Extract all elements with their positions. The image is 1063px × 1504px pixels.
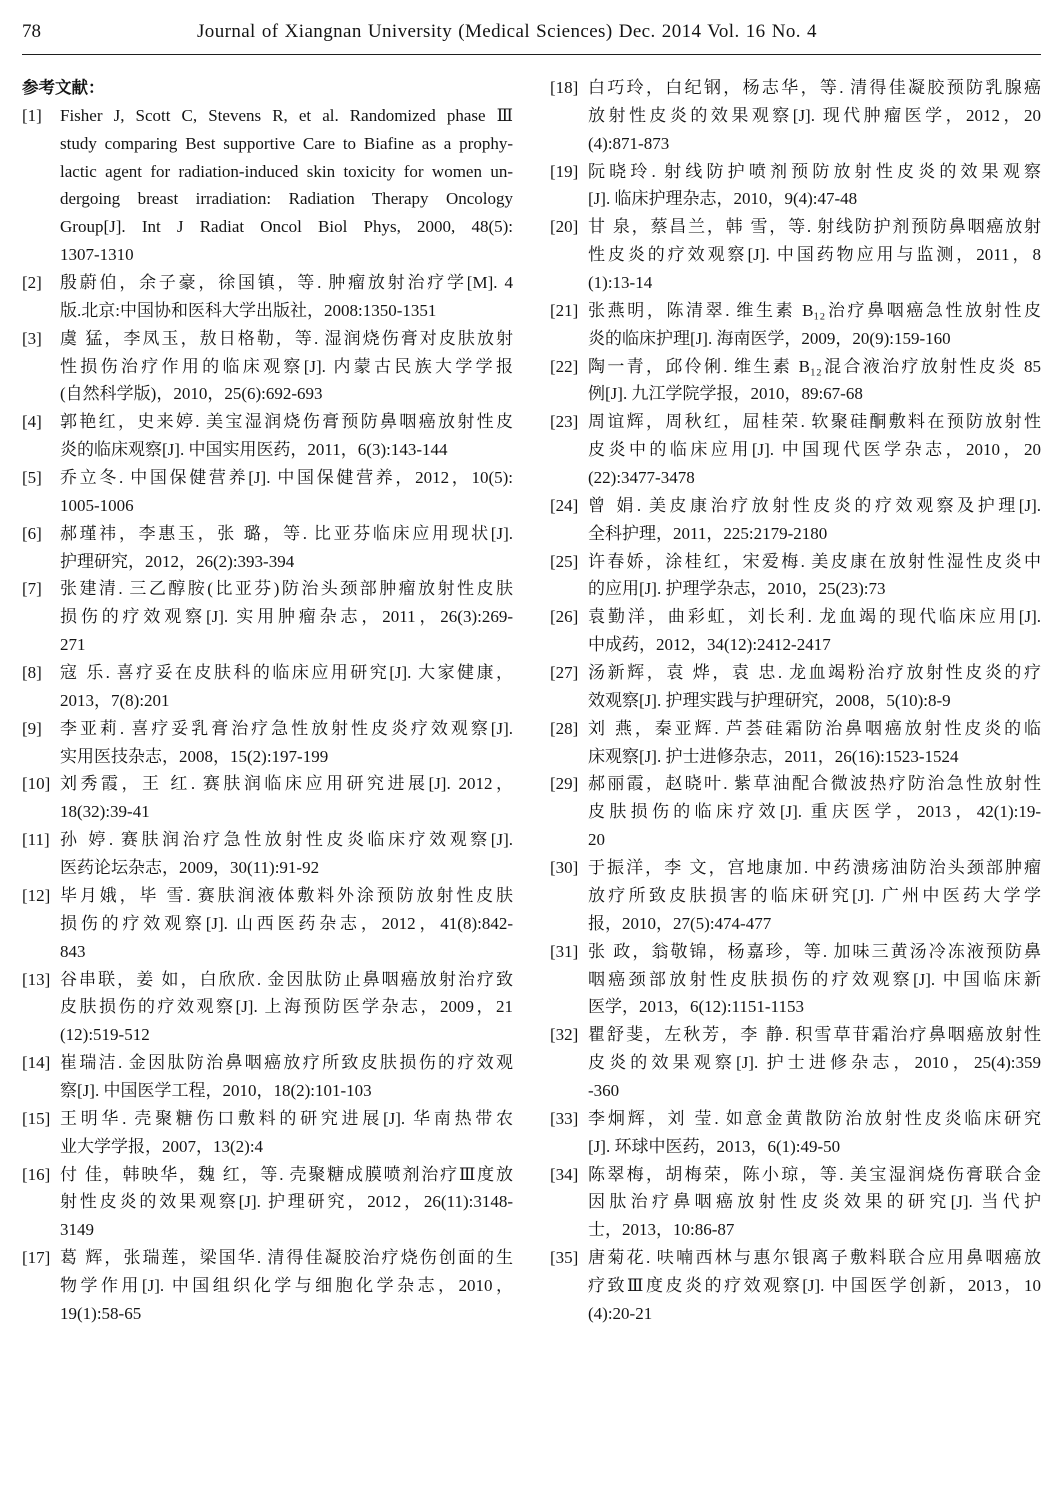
reference-line: 19(1):58-65 bbox=[60, 1303, 142, 1323]
reference-item bbox=[22, 520, 513, 576]
reference-text bbox=[588, 353, 1041, 409]
reference-number: [12] bbox=[22, 885, 51, 905]
reference-line: 20 bbox=[588, 830, 605, 850]
reference-item bbox=[22, 408, 513, 464]
reference-line: 损伤的疗效观察[J]. 山西医药杂志，2012，41(8):842- bbox=[60, 913, 513, 933]
reference-number: [2] bbox=[22, 273, 42, 293]
reference-number: [33] bbox=[550, 1108, 579, 1128]
reference-number: [25] bbox=[550, 551, 579, 571]
reference-line: 放射性皮炎的效果观察[J]. 现代肿瘤医学，2012，20 bbox=[588, 105, 1041, 125]
reference-line: 疗致Ⅲ度皮炎的疗效观察[J]. 中国医学创新，2013，10 bbox=[588, 1275, 1041, 1295]
reference-line: dergoing breast irradiation: Radiation Therapy Oncology bbox=[60, 189, 513, 209]
reference-line: 郝丽霞，赵晓叶. 紫草油配合微波热疗防治急性放射性 bbox=[588, 774, 1041, 794]
reference-line: 例[J]. 九江学院学报，2010，89:67-68 bbox=[588, 384, 863, 404]
reference-line: 汤新辉，袁 烨，袁 忠. 龙血竭粉治疗放射性皮炎的疗 bbox=[588, 663, 1041, 683]
reference-line: 唐菊花. 呋喃西林与惠尔银离子敷料联合应用鼻咽癌放 bbox=[588, 1248, 1041, 1268]
reference-number: [30] bbox=[550, 858, 579, 878]
reference-line: 陈翠梅，胡梅荣，陈小琼，等. 美宝湿润烧伤膏联合金 bbox=[588, 1164, 1041, 1184]
reference-line: 孙 婷. 赛肤润治疗急性放射性皮炎临床疗效观察[J]. bbox=[60, 830, 513, 850]
reference-item bbox=[550, 492, 1041, 548]
reference-text bbox=[60, 325, 513, 409]
reference-text bbox=[588, 938, 1041, 1022]
reference-line: 毕月娥，毕 雪. 赛肤润液体敷料外涂预防放射性皮肤 bbox=[60, 885, 513, 905]
reference-text bbox=[588, 854, 1041, 938]
reference-line: 周谊辉，周秋红，屈桂荣. 软聚硅酮敷料在预防放射性 bbox=[588, 412, 1041, 432]
reference-number: [16] bbox=[22, 1164, 51, 1184]
reference-text bbox=[60, 715, 513, 771]
reference-line: (4):20-21 bbox=[588, 1303, 653, 1323]
reference-item bbox=[550, 659, 1041, 715]
reference-item bbox=[22, 1161, 513, 1245]
reference-line: 虞 猛，李凤玉，敖日格勒，等. 湿润烧伤膏对皮肤放射 bbox=[60, 328, 513, 348]
reference-text bbox=[60, 1161, 513, 1245]
reference-line: 士，2013，10:86-87 bbox=[588, 1220, 735, 1240]
reference-text bbox=[588, 408, 1041, 492]
reference-item bbox=[550, 854, 1041, 938]
reference-item bbox=[22, 882, 513, 966]
reference-item bbox=[550, 1105, 1041, 1161]
reference-item bbox=[550, 353, 1041, 409]
page-number: 78 bbox=[22, 21, 41, 42]
reference-item bbox=[22, 659, 513, 715]
reference-line: [J]. 环球中医药，2013，6(1):49-50 bbox=[588, 1136, 841, 1156]
reference-line: [J]. 临床护理杂志，2010，9(4):47-48 bbox=[588, 189, 858, 209]
reference-line: 放疗所致皮肤损害的临床研究[J]. 广州中医药大学学 bbox=[588, 885, 1041, 905]
reference-text bbox=[588, 492, 1041, 548]
reference-line: 皮炎的效果观察[J]. 护士进修杂志，2010，25(4):359 bbox=[588, 1053, 1041, 1073]
reference-line: 咽癌颈部放射性皮肤损伤的疗效观察[J]. 中国临床新 bbox=[588, 969, 1041, 989]
reference-line: 葛 辉，张瑞莲，梁国华. 清得佳凝胶治疗烧伤创面的生 bbox=[60, 1248, 513, 1268]
reference-text bbox=[60, 464, 513, 520]
reference-item bbox=[550, 158, 1041, 214]
reference-line: 张燕明，陈清翠. 维生素 B₁₂治疗鼻咽癌急性放射性皮 bbox=[588, 300, 1041, 320]
reference-line: 皮炎中的临床应用[J]. 中国现代医学杂志，2010，20 bbox=[588, 440, 1041, 460]
reference-item bbox=[22, 966, 513, 1050]
reference-line: 谷串联，姜 如，白欣欣. 金因肽防止鼻咽癌放射治疗致 bbox=[60, 969, 513, 989]
reference-line: 张建清. 三乙醇胺(比亚芬)防治头颈部肿瘤放射性皮肤 bbox=[60, 579, 513, 599]
reference-text bbox=[60, 770, 513, 826]
reference-text bbox=[588, 1161, 1041, 1245]
reference-item bbox=[22, 464, 513, 520]
reference-number: [21] bbox=[550, 300, 579, 320]
reference-text bbox=[588, 213, 1041, 297]
reference-text bbox=[588, 1021, 1041, 1105]
reference-line: 白巧玲，白纪钢，杨志华，等. 清得佳凝胶预防乳腺癌 bbox=[588, 78, 1041, 97]
reference-item bbox=[550, 1161, 1041, 1245]
reference-number: [11] bbox=[22, 830, 50, 850]
reference-item bbox=[22, 325, 513, 409]
header-rule bbox=[22, 54, 1041, 55]
references-right-column bbox=[550, 74, 1041, 1328]
reference-number: [7] bbox=[22, 579, 42, 599]
reference-number: [20] bbox=[550, 217, 579, 237]
reference-line: 察[J]. 中国医学工程，2010，18(2):101-103 bbox=[60, 1080, 372, 1100]
reference-text bbox=[60, 408, 513, 464]
reference-text bbox=[60, 659, 513, 715]
reference-item bbox=[22, 102, 513, 269]
reference-text bbox=[60, 269, 513, 325]
reference-line: 1307-1310 bbox=[60, 245, 134, 265]
reference-line: 皮肤损伤的临床疗效[J]. 重庆医学，2013，42(1):19- bbox=[588, 802, 1041, 822]
reference-line: (4):871-873 bbox=[588, 133, 670, 153]
reference-text bbox=[60, 575, 513, 659]
reference-line: 全科护理，2011，225:2179-2180 bbox=[588, 523, 828, 543]
reference-number: [32] bbox=[550, 1025, 579, 1045]
reference-item bbox=[550, 938, 1041, 1022]
reference-number: [17] bbox=[22, 1248, 51, 1268]
reference-line: (12):519-512 bbox=[60, 1025, 150, 1045]
reference-line: 乔立冬. 中国保健营养[J]. 中国保健营养，2012，10(5): bbox=[60, 468, 513, 488]
reference-number: [31] bbox=[550, 941, 579, 961]
reference-number: [1] bbox=[22, 105, 42, 125]
reference-text bbox=[60, 882, 513, 966]
reference-line: 郝瑾祎，李惠玉，张 璐，等. 比亚芬临床应用现状[J]. bbox=[60, 523, 513, 543]
reference-item bbox=[550, 1021, 1041, 1105]
reference-line: lactic agent for radiation-induced skin toxicity for women un- bbox=[60, 161, 513, 181]
reference-line: 的应用[J]. 护理学杂志，2010，25(23):73 bbox=[588, 579, 886, 599]
reference-line: -360 bbox=[588, 1080, 620, 1100]
reference-text bbox=[60, 1244, 513, 1328]
reference-item bbox=[550, 213, 1041, 297]
reference-line: 护理研究，2012，26(2):393-394 bbox=[60, 551, 295, 571]
reference-number: [27] bbox=[550, 663, 579, 683]
reference-line: 刘秀霞，王 红. 赛肤润临床应用研究进展[J]. 2012， bbox=[60, 774, 513, 794]
reference-text bbox=[588, 1244, 1041, 1328]
reference-item bbox=[550, 1244, 1041, 1328]
reference-item bbox=[550, 74, 1041, 158]
reference-line: 付 佳，韩映华，魏 红，等. 壳聚糖成膜喷剂治疗Ⅲ度放 bbox=[60, 1164, 513, 1184]
reference-line: 张 政，翁敬锦，杨嘉珍，等. 加味三黄汤冷冻液预防鼻 bbox=[588, 941, 1041, 961]
reference-text bbox=[588, 158, 1041, 214]
reference-item bbox=[22, 770, 513, 826]
reference-text bbox=[60, 102, 513, 269]
reference-item bbox=[22, 1244, 513, 1328]
reference-text bbox=[60, 966, 513, 1050]
reference-line: 陶一青，邱伶俐. 维生素 B₁₂混合液治疗放射性皮炎 85 bbox=[588, 356, 1041, 376]
reference-line: 271 bbox=[60, 635, 86, 655]
reference-number: [19] bbox=[550, 161, 579, 181]
reference-number: [5] bbox=[22, 468, 42, 488]
reference-line: 医药论坛杂志，2009，30(11):91-92 bbox=[60, 858, 320, 878]
reference-item bbox=[22, 575, 513, 659]
reference-line: 李亚莉. 喜疗妥乳膏治疗急性放射性皮炎疗效观察[J]. bbox=[60, 718, 513, 738]
reference-line: 殷蔚伯，余子豪，徐国镇，等. 肿瘤放射治疗学[M]. 4 bbox=[60, 273, 513, 293]
reference-line: (自然科学版)，2010，25(6):692-693 bbox=[60, 384, 323, 404]
reference-line: study comparing Best supportive Care to Biafine as a prophy- bbox=[60, 133, 513, 153]
reference-line: 瞿舒斐，左秋芳，李 静. 积雪草苷霜治疗鼻咽癌放射性 bbox=[588, 1025, 1041, 1045]
reference-line: 炎的临床观察[J]. 中国实用医药，2011，6(3):143-144 bbox=[60, 440, 448, 460]
reference-line: 李炯辉，刘 莹. 如意金黄散防治放射性皮炎临床研究 bbox=[588, 1108, 1041, 1128]
reference-line: 性损伤治疗作用的临床观察[J]. 内蒙古民族大学学报 bbox=[60, 356, 513, 376]
reference-number: [18] bbox=[550, 78, 579, 97]
reference-line: 版.北京:中国协和医科大学出版社，2008:1350-1351 bbox=[60, 300, 437, 320]
reference-item bbox=[550, 297, 1041, 353]
reference-text bbox=[588, 659, 1041, 715]
reference-number: [34] bbox=[550, 1164, 579, 1184]
reference-line: 王明华. 壳聚糖伤口敷料的研究进展[J]. 华南热带农 bbox=[60, 1108, 513, 1128]
reference-item bbox=[22, 1105, 513, 1161]
reference-line: 甘 泉，蔡昌兰，韩 雪，等. 射线防护剂预防鼻咽癌放射 bbox=[588, 217, 1041, 237]
reference-number: [4] bbox=[22, 412, 42, 432]
reference-line: 炎的临床护理[J]. 海南医学，2009，20(9):159-160 bbox=[588, 328, 951, 348]
reference-line: Fisher J, Scott C, Stevens R, et al. Randomized phase Ⅲ bbox=[60, 105, 513, 125]
reference-item bbox=[550, 548, 1041, 604]
reference-line: 实用医技杂志，2008，15(2):197-199 bbox=[60, 746, 329, 766]
reference-line: 曾 娟. 美皮康治疗放射性皮炎的疗效观察及护理[J]. bbox=[588, 495, 1041, 515]
reference-line: 许春娇，涂桂红，宋爱梅. 美皮康在放射性湿性皮炎中 bbox=[588, 551, 1041, 571]
reference-number: [22] bbox=[550, 356, 579, 376]
reference-line: 报，2010，27(5):474-477 bbox=[588, 913, 772, 933]
reference-number: [15] bbox=[22, 1108, 51, 1128]
reference-number: [29] bbox=[550, 774, 579, 794]
reference-item bbox=[22, 715, 513, 771]
reference-line: 皮肤损伤的疗效观察[J]. 上海预防医学杂志，2009，21 bbox=[60, 997, 513, 1017]
reference-text bbox=[60, 826, 513, 882]
reference-line: 性皮炎的疗效观察[J]. 中国药物应用与监测，2011，8 bbox=[588, 245, 1041, 265]
reference-line: 中成药，2012，34(12):2412-2417 bbox=[588, 635, 831, 655]
reference-text bbox=[588, 548, 1041, 604]
reference-item bbox=[550, 770, 1041, 854]
reference-item bbox=[22, 1049, 513, 1105]
reference-number: [14] bbox=[22, 1053, 51, 1073]
reference-line: 郭艳红，史来婷. 美宝湿润烧伤膏预防鼻咽癌放射性皮 bbox=[60, 412, 513, 432]
reference-line: 损伤的疗效观察[J]. 实用肿瘤杂志，2011，26(3):269- bbox=[60, 607, 513, 627]
reference-line: 射性皮炎的效果观察[J]. 护理研究，2012，26(11):3148- bbox=[60, 1192, 513, 1212]
reference-line: 刘 燕，秦亚辉. 芦荟硅霜防治鼻咽癌放射性皮炎的临 bbox=[588, 718, 1041, 738]
reference-text bbox=[60, 1105, 513, 1161]
reference-number: [8] bbox=[22, 663, 42, 683]
reference-number: [13] bbox=[22, 969, 51, 989]
reference-text bbox=[588, 297, 1041, 353]
reference-line: 崔瑞洁. 金因肽防治鼻咽癌放疗所致皮肤损伤的疗效观 bbox=[60, 1053, 513, 1073]
reference-text bbox=[588, 603, 1041, 659]
reference-line: 床观察[J]. 护士进修杂志，2011，26(16):1523-1524 bbox=[588, 746, 959, 766]
reference-text bbox=[588, 74, 1041, 158]
reference-line: Group[J]. Int J Radiat Oncol Biol Phys, 2000, 48(5): bbox=[60, 217, 513, 237]
reference-text bbox=[588, 715, 1041, 771]
reference-item bbox=[22, 269, 513, 325]
references-heading: 参考文献： bbox=[22, 78, 105, 97]
reference-line: 1005-1006 bbox=[60, 495, 134, 515]
reference-line: 因肽治疗鼻咽癌放射性皮炎效果的研究[J]. 当代护 bbox=[588, 1192, 1041, 1212]
running-title: Journal of Xiangnan University (Medical Sciences) Dec. 2014 Vol. 16 No. 4 bbox=[197, 21, 817, 42]
reference-line: 效观察[J]. 护理实践与护理研究，2008，5(10):8-9 bbox=[588, 690, 951, 710]
reference-text bbox=[60, 1049, 513, 1105]
reference-item bbox=[550, 715, 1041, 771]
reference-line: 843 bbox=[60, 941, 86, 961]
reference-line: 18(32):39-41 bbox=[60, 802, 150, 822]
reference-text bbox=[588, 770, 1041, 854]
reference-line: 2013，7(8):201 bbox=[60, 690, 170, 710]
reference-number: [28] bbox=[550, 718, 579, 738]
reference-line: 医学，2013，6(12):1151-1153 bbox=[588, 997, 804, 1017]
reference-line: 寇 乐. 喜疗妥在皮肤科的临床应用研究[J]. 大家健康， bbox=[60, 663, 513, 683]
reference-line: 物学作用[J]. 中国组织化学与细胞化学杂志，2010， bbox=[60, 1275, 513, 1295]
reference-line: 业大学学报，2007，13(2):4 bbox=[60, 1136, 264, 1156]
reference-number: [23] bbox=[550, 412, 579, 432]
reference-line: 于振洋，李 文，宫地康加. 中药溃疡油防治头颈部肿瘤 bbox=[588, 858, 1041, 878]
reference-number: [26] bbox=[550, 607, 579, 627]
reference-line: (1):13-14 bbox=[588, 273, 653, 293]
reference-number: [35] bbox=[550, 1248, 579, 1268]
reference-item bbox=[550, 603, 1041, 659]
reference-text bbox=[588, 1105, 1041, 1161]
references-left-column bbox=[22, 74, 513, 1328]
reference-line: (22):3477-3478 bbox=[588, 468, 695, 488]
reference-line: 阮晓玲. 射线防护喷剂预防放射性皮炎的效果观察 bbox=[588, 161, 1041, 181]
reference-text bbox=[60, 520, 513, 576]
reference-line: 3149 bbox=[60, 1220, 94, 1240]
reference-number: [10] bbox=[22, 774, 51, 794]
reference-item bbox=[22, 826, 513, 882]
reference-number: [3] bbox=[22, 328, 42, 348]
reference-number: [6] bbox=[22, 523, 42, 543]
reference-number: [24] bbox=[550, 495, 579, 515]
reference-line: 袁勤洋，曲彩虹，刘长利. 龙血竭的现代临床应用[J]. bbox=[588, 607, 1041, 627]
reference-item bbox=[550, 408, 1041, 492]
reference-number: [9] bbox=[22, 718, 42, 738]
